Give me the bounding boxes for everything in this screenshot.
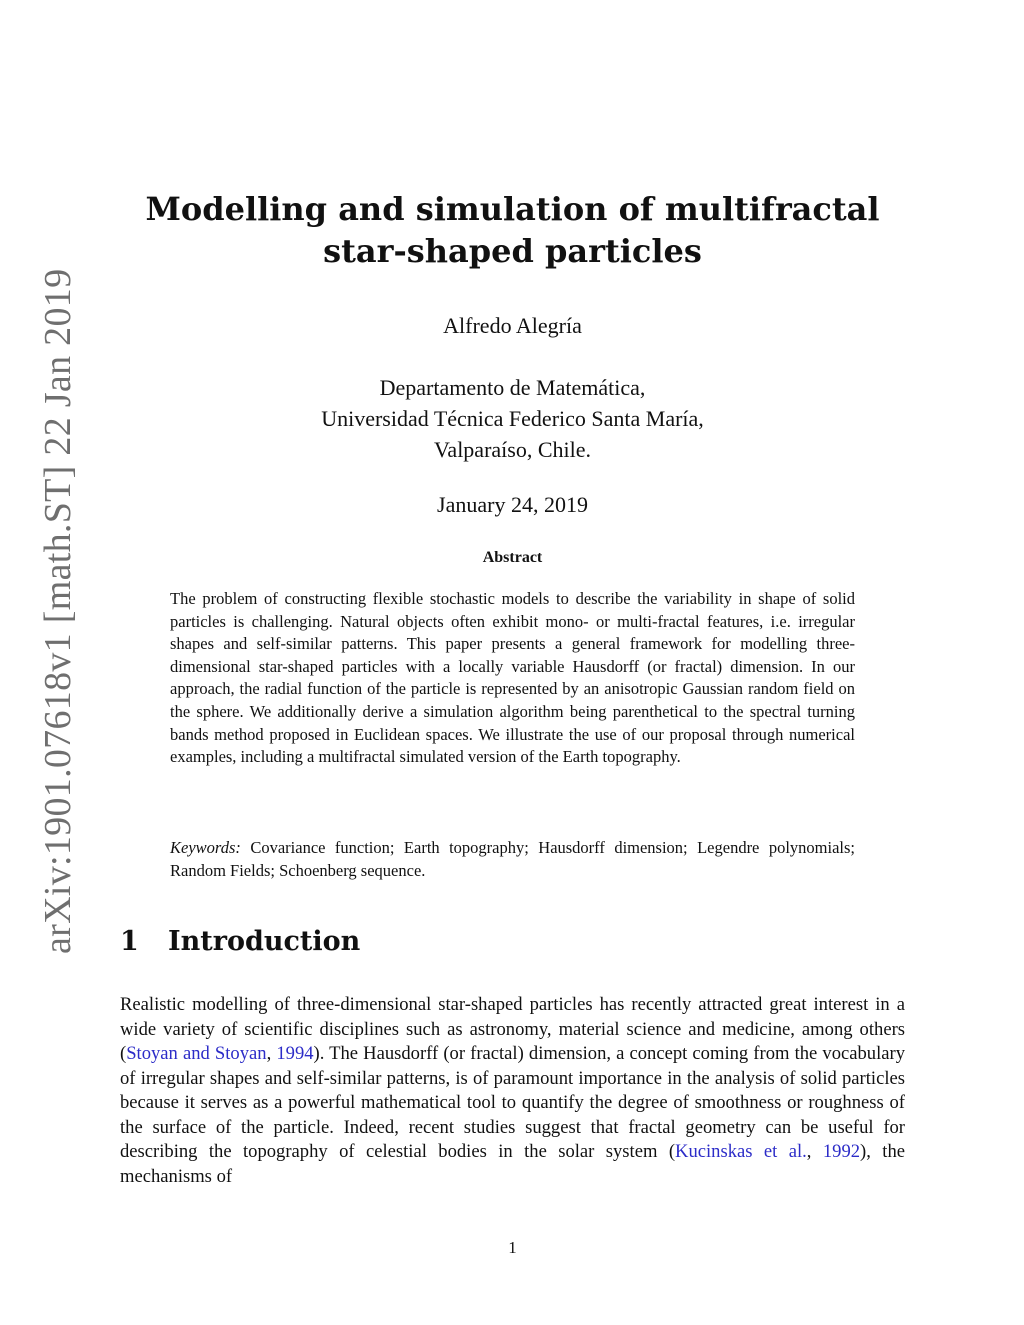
- publication-date: January 24, 2019: [437, 492, 588, 517]
- title-line-2: star-shaped particles: [323, 232, 702, 270]
- title-line-1: Modelling and simulation of multifractal: [145, 190, 880, 228]
- citation-kucinskas-authors-link[interactable]: Kucinskas et al.: [675, 1141, 807, 1162]
- abstract-text: The problem of constructing flexible stochastic models to describe the variability in shape of solid particles is challenging. Natural objects often exhibit mono- or multi-fractal features, i.e. irregular shapes and self-similar patterns. This paper presents a general framework for modelling three-dimensional star-shaped particles with a locally variable Hausdorff (or fractal) dimension. In our approach, the radial function of the particle is represented by an anisotropic Gaussian random field on the sphere. We additionally derive a simulation algorithm being parenthetical to the spectral turning bands method proposed in Euclidean spaces. We illustrate the use of our proposal through numerical examples, including a multifractal simulated version of the Earth topography.: [170, 589, 855, 767]
- citation-separator: ,: [266, 1043, 277, 1064]
- keywords-label: Keywords:: [170, 838, 241, 857]
- citation-stoyan-year-link[interactable]: 1994: [276, 1043, 314, 1064]
- intro-text-3: ), the mechanisms of: [120, 1141, 906, 1187]
- abstract-heading: Abstract: [482, 549, 543, 566]
- section-title: Introduction: [168, 926, 361, 957]
- author-name: Alfredo Alegría: [443, 313, 582, 338]
- author-affiliation: [120, 372, 905, 465]
- affiliation-line-2: Universidad Técnica Federico Santa María,: [321, 406, 704, 431]
- intro-text-1: Realistic modelling of three-dimensional star-shaped particles has recently attracted great interest in a wide variety of scientific disciplines such as astronomy, material science and medicine, among others (: [120, 994, 905, 1064]
- introduction-paragraph: [120, 993, 905, 1189]
- affiliation-line-1: Departamento de Matemática,: [379, 375, 646, 400]
- section-heading: [120, 926, 360, 957]
- citation-stoyan-authors-link[interactable]: Stoyan and Stoyan: [126, 1043, 267, 1064]
- citation-separator: ,: [806, 1141, 823, 1162]
- arxiv-identifier-stamp: arXiv:1901.07618v1 [math.ST] 22 Jan 2019: [37, 268, 79, 954]
- section-number: 1: [120, 926, 139, 957]
- page-number: 1: [508, 1238, 517, 1257]
- intro-text-2: ). The Hausdorff (or fractal) dimension, a concept coming from the vocabulary of irregular shapes and self-similar patterns, is of paramount importance in the analysis of solid particles because it serves as a powerful mathematical tool to quantify the degree of smoothness or roughness of the surface of the particle. Indeed, recent studies suggest that fractal geometry can be useful for describing the topography of celestial bodies in the solar system (: [120, 1043, 905, 1162]
- keywords-paragraph: [170, 837, 855, 882]
- paper-title: [120, 188, 905, 272]
- keywords-text: Covariance function; Earth topography; Hausdorff dimension; Legendre polynomials; Random Fields; Schoenberg sequence.: [170, 838, 855, 880]
- citation-kucinskas-year-link[interactable]: 1992: [822, 1141, 861, 1162]
- affiliation-line-3: Valparaíso, Chile.: [433, 437, 592, 462]
